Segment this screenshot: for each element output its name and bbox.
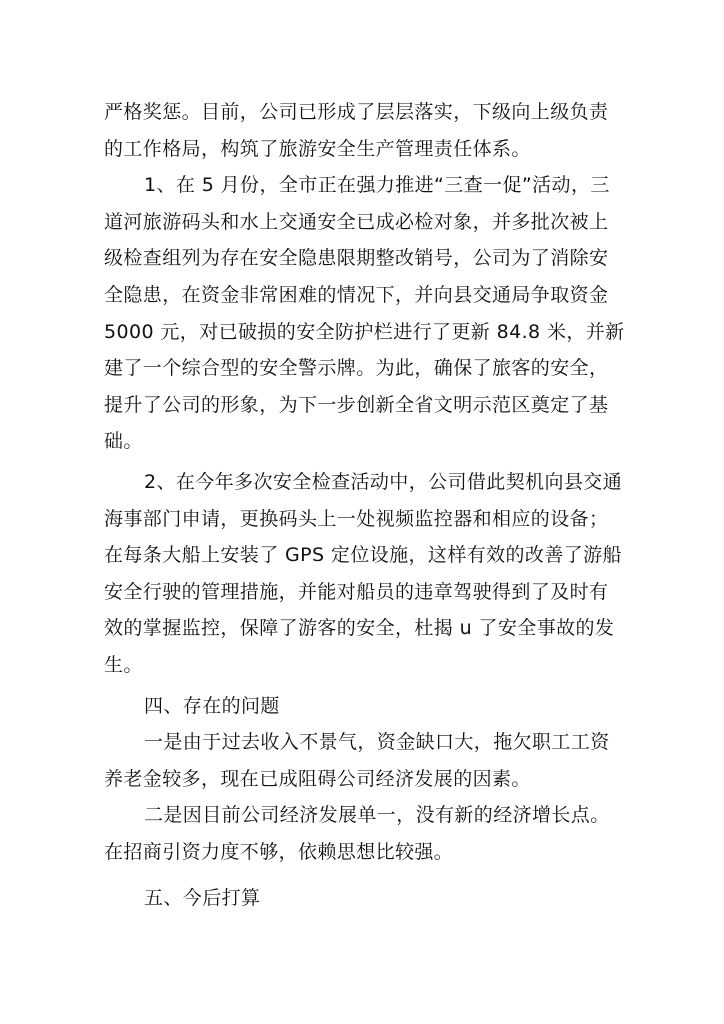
text-line: 生。 (104, 653, 143, 676)
text-line: 级检查组列为存在安全隐患限期整改销号，公司为了消除安 (104, 247, 609, 270)
text-line: 2、在今年多次安全检查活动中，公司借此契机向县交通 (144, 470, 623, 493)
paragraph-6 (104, 797, 624, 870)
text-line: 二是因目前公司经济发展单一，没有新的经济增长点。 (144, 804, 610, 827)
section-heading: 五、今后打算 (144, 887, 261, 910)
section-heading: 四、存在的问题 (144, 694, 280, 717)
section-heading-5 (104, 880, 624, 917)
text-line: 道河旅游码头和水上交通安全已成必检对象，并多批次被上 (104, 210, 609, 233)
text-line: 效的掌握监控，保障了游客的安全，杜揭 u 了安全事故的发 (104, 617, 615, 640)
paragraph-2 (104, 167, 624, 460)
text-line: 5000 元，对已破损的安全防护栏进行了更新 84.8 米，并新 (104, 320, 625, 343)
paragraph-gap (104, 870, 624, 880)
paragraph-5 (104, 724, 624, 797)
text-line: 全隐患，在资金非常困难的情况下，并向县交通局争取资金 (104, 283, 609, 306)
document-page (104, 94, 624, 917)
text-line: 建了一个综合型的安全警示牌。为此，确保了旅客的安全， (104, 357, 609, 380)
text-line: 海事部门申请，更换码头上一处视频监控器和相应的设备； (104, 507, 609, 530)
paragraph-1 (104, 94, 624, 167)
text-line: 在招商引资力度不够，依赖思想比较强。 (104, 840, 454, 863)
text-line: 提升了公司的形象，为下一步创新全省文明示范区奠定了基 (104, 393, 609, 416)
text-line: 在每条大船上安装了 GPS 定位设施，这样有效的改善了游船 (104, 544, 622, 567)
text-line: 1、在 5 月份，全市正在强力推进“三查一促”活动，三 (144, 174, 610, 197)
paragraph-3 (104, 464, 624, 684)
text-line: 的工作格局，构筑了旅游安全生产管理责任体系。 (104, 137, 531, 160)
text-line: 严格奖惩。目前，公司已形成了层层落实，下级向上级负责 (104, 101, 609, 123)
text-line: 养老金较多，现在已成阻碍公司经济发展的因素。 (104, 767, 531, 790)
section-heading-4 (104, 688, 624, 725)
text-line: 础。 (104, 430, 143, 453)
text-line: 安全行驶的管理措施，并能对船员的违章驾驶得到了及时有 (104, 580, 609, 603)
text-line: 一是由于过去收入不景气，资金缺口大，拖欠职工工资 (144, 731, 610, 754)
